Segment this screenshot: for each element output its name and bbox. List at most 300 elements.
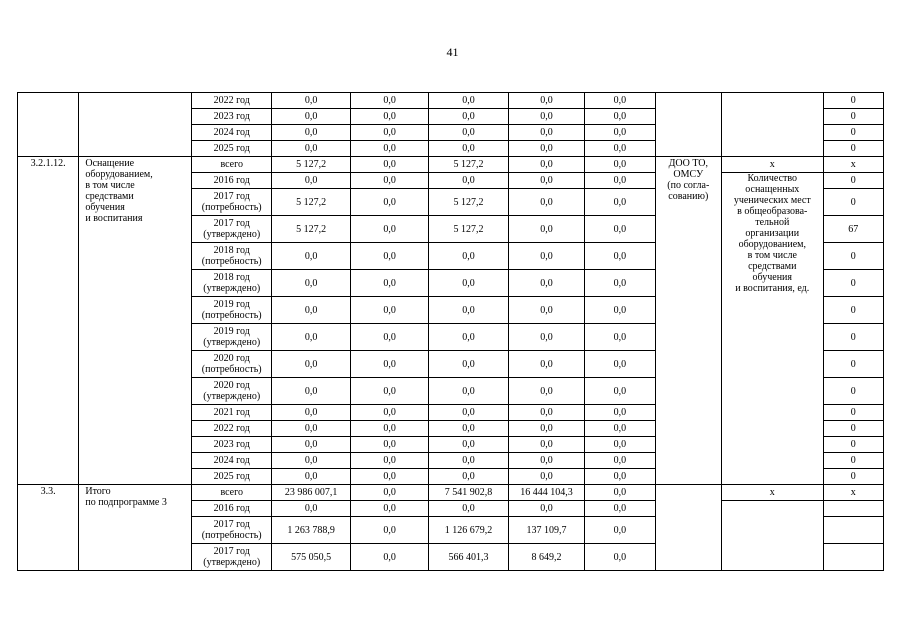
value-cell	[585, 243, 655, 270]
value-cell	[429, 501, 508, 517]
value-cell-text: 0,0	[613, 277, 627, 289]
value-cell-text: 0,0	[462, 471, 475, 482]
name-cell	[79, 485, 192, 571]
year-cell-text: 2017 год (потребность)	[201, 191, 262, 213]
value-cell-text: 0,0	[383, 471, 396, 482]
year-cell	[191, 324, 271, 351]
indicator-name-cell-text: х	[769, 487, 775, 498]
value-cell	[508, 93, 584, 109]
value-cell-text: 0,0	[462, 111, 475, 122]
value-cell	[350, 125, 428, 141]
value-cell	[350, 351, 428, 378]
value-cell	[429, 469, 508, 485]
value-cell	[272, 243, 350, 270]
value-cell-text: 0,0	[540, 159, 553, 170]
indicator-name-cell	[721, 485, 823, 501]
year-cell-text: 2025 год	[213, 471, 250, 482]
value-cell-text: 0,0	[540, 127, 553, 138]
indicator-value-cell-text: 0	[850, 277, 856, 289]
value-cell	[350, 141, 428, 157]
value-cell	[350, 189, 428, 216]
value-cell-text: 0,0	[462, 95, 475, 106]
year-cell-text: 2024 год	[213, 127, 250, 138]
value-cell-text: 0,0	[613, 111, 627, 122]
year-cell	[191, 270, 271, 297]
value-cell	[350, 544, 428, 571]
value-cell-text: 0,0	[613, 423, 627, 434]
indicator-value-cell	[823, 216, 883, 243]
year-cell	[191, 141, 271, 157]
indicator-value-cell-text: 0	[850, 250, 856, 262]
indicator-value-cell	[823, 485, 883, 501]
value-cell	[508, 453, 584, 469]
value-cell-text: 0,0	[383, 159, 396, 170]
value-cell	[429, 173, 508, 189]
indicator-value-cell-text: 0	[850, 95, 856, 106]
value-cell-text: 8 649,2	[531, 551, 562, 563]
value-cell-text: 0,0	[383, 385, 396, 397]
code-cell	[18, 157, 79, 485]
indicator-value-cell-text: 0	[850, 331, 856, 343]
value-cell-text: 0,0	[613, 223, 627, 235]
value-cell	[585, 378, 655, 405]
indicator-value-cell-text: 0	[850, 439, 856, 450]
code-cell	[18, 485, 79, 571]
value-cell	[508, 501, 584, 517]
indicator-name-cell	[721, 93, 823, 157]
value-cell-text: 0,0	[613, 304, 627, 316]
value-cell-text: 0,0	[304, 503, 318, 514]
value-cell-text: 0,0	[462, 277, 475, 289]
value-cell-text: 0,0	[613, 471, 627, 482]
value-cell	[350, 453, 428, 469]
value-cell	[585, 141, 655, 157]
value-cell-text: 0,0	[383, 143, 396, 154]
indicator-value-cell	[823, 437, 883, 453]
value-cell	[585, 173, 655, 189]
value-cell-text: 5 127,2	[296, 223, 327, 235]
year-cell-text: 2020 год (утверждено)	[203, 380, 261, 402]
value-cell	[429, 437, 508, 453]
value-cell-text: 566 401,3	[448, 551, 489, 563]
value-cell	[272, 216, 350, 243]
value-cell-text: 0,0	[540, 95, 553, 106]
value-cell	[585, 324, 655, 351]
value-cell	[350, 437, 428, 453]
indicator-value-cell-text: 0	[850, 111, 856, 122]
year-cell	[191, 109, 271, 125]
value-cell	[272, 141, 350, 157]
indicator-value-cell-text: х	[850, 487, 856, 498]
value-cell	[429, 297, 508, 324]
value-cell	[272, 453, 350, 469]
value-cell-text: 0,0	[613, 127, 627, 138]
value-cell	[429, 270, 508, 297]
value-cell-text: 0,0	[462, 331, 475, 343]
value-cell-text: 0,0	[540, 143, 553, 154]
indicator-value-cell-text: 0	[850, 423, 856, 434]
indicator-value-cell	[823, 157, 883, 173]
indicator-value-cell-text: 67	[848, 223, 859, 235]
value-cell	[272, 93, 350, 109]
year-cell-text: 2016 год	[213, 503, 250, 514]
value-cell	[508, 173, 584, 189]
year-cell	[191, 501, 271, 517]
value-cell	[272, 421, 350, 437]
value-cell-text: 0,0	[383, 250, 396, 262]
value-cell-text: 0,0	[613, 455, 627, 466]
value-cell	[585, 189, 655, 216]
year-cell	[191, 173, 271, 189]
value-cell-text: 0,0	[540, 223, 553, 235]
value-cell	[429, 517, 508, 544]
value-cell-text: 0,0	[613, 524, 627, 536]
year-cell-text: всего	[220, 159, 243, 170]
indicator-value-cell-text: 0	[850, 127, 856, 138]
year-cell-text: 2025 год	[213, 143, 250, 154]
indicator-name-cell-text: Количество оснащенных ученических мест в общеобразова- тельной организации оборудованием, в том числе средствами обучения и воспитания, ед.	[733, 173, 811, 294]
value-cell-text: 0,0	[613, 159, 627, 170]
indicator-value-cell-text: 0	[850, 175, 856, 186]
value-cell-text: 0,0	[540, 455, 553, 466]
value-cell	[272, 469, 350, 485]
value-cell	[508, 125, 584, 141]
value-cell-text: 0,0	[304, 127, 318, 138]
value-cell-text: 0,0	[383, 503, 396, 514]
value-cell	[585, 297, 655, 324]
value-cell	[350, 469, 428, 485]
value-cell	[508, 157, 584, 173]
value-cell-text: 0,0	[304, 250, 318, 262]
value-cell-text: 0,0	[383, 407, 396, 418]
value-cell	[272, 109, 350, 125]
year-cell-text: 2024 год	[213, 455, 250, 466]
year-cell-text: 2023 год	[213, 439, 250, 450]
table-row	[18, 93, 884, 109]
year-cell	[191, 351, 271, 378]
value-cell-text: 0,0	[613, 551, 627, 563]
value-cell-text: 1 126 679,2	[444, 524, 493, 536]
value-cell	[585, 405, 655, 421]
value-cell-text: 0,0	[462, 439, 475, 450]
value-cell-text: 0,0	[462, 127, 475, 138]
indicator-value-cell	[823, 125, 883, 141]
year-cell	[191, 405, 271, 421]
executor-cell-text: ДОО ТО, ОМСУ (по согла- сованию)	[667, 158, 710, 202]
value-cell	[272, 351, 350, 378]
value-cell	[585, 351, 655, 378]
name-cell	[79, 157, 192, 485]
indicator-value-cell	[823, 421, 883, 437]
value-cell	[272, 485, 350, 501]
value-cell-text: 0,0	[304, 471, 318, 482]
value-cell-text: 0,0	[540, 175, 553, 186]
value-cell-text: 0,0	[613, 439, 627, 450]
year-cell	[191, 243, 271, 270]
value-cell	[508, 351, 584, 378]
indicator-value-cell	[823, 469, 883, 485]
value-cell-text: 137 109,7	[526, 524, 567, 536]
value-cell	[429, 378, 508, 405]
value-cell-text: 5 127,2	[453, 223, 484, 235]
value-cell-text: 0,0	[540, 331, 553, 343]
year-cell	[191, 125, 271, 141]
year-cell-text: всего	[220, 487, 243, 498]
code-cell-text: 3.2.1.12.	[30, 158, 66, 169]
name-cell-text: Оснащение оборудованием, в том числе средствами обучения и воспитания	[85, 158, 153, 224]
value-cell-text: 7 541 902,8	[444, 487, 493, 498]
value-cell-text: 0,0	[613, 95, 627, 106]
value-cell-text: 0,0	[304, 175, 318, 186]
value-cell	[350, 501, 428, 517]
value-cell-text: 0,0	[540, 111, 553, 122]
value-cell-text: 0,0	[304, 439, 318, 450]
value-cell	[350, 93, 428, 109]
value-cell	[508, 437, 584, 453]
year-cell	[191, 157, 271, 173]
value-cell	[585, 485, 655, 501]
value-cell-text: 0,0	[540, 250, 553, 262]
value-cell-text: 0,0	[383, 175, 396, 186]
value-cell-text: 0,0	[613, 503, 627, 514]
indicator-value-cell	[823, 93, 883, 109]
year-cell-text: 2017 год (утверждено)	[203, 546, 261, 568]
value-cell-text: 0,0	[540, 423, 553, 434]
value-cell-text: 0,0	[383, 196, 396, 208]
indicator-name-cell	[721, 173, 823, 485]
indicator-value-cell	[823, 544, 883, 571]
value-cell-text: 0,0	[304, 407, 318, 418]
value-cell	[585, 125, 655, 141]
value-cell	[508, 243, 584, 270]
indicator-value-cell	[823, 453, 883, 469]
value-cell	[429, 93, 508, 109]
year-cell	[191, 437, 271, 453]
value-cell	[272, 157, 350, 173]
value-cell	[350, 378, 428, 405]
indicator-value-cell-text: 0	[850, 385, 856, 397]
value-cell	[350, 297, 428, 324]
value-cell	[429, 125, 508, 141]
name-cell	[79, 93, 192, 157]
value-cell-text: 0,0	[304, 111, 318, 122]
year-cell-text: 2018 год (потребность)	[201, 245, 262, 267]
value-cell	[272, 378, 350, 405]
year-cell-text: 2019 год (потребность)	[201, 299, 262, 321]
value-cell	[272, 173, 350, 189]
value-cell-text: 0,0	[613, 331, 627, 343]
value-cell	[429, 141, 508, 157]
indicator-name-cell	[721, 157, 823, 173]
value-cell	[585, 517, 655, 544]
value-cell	[272, 189, 350, 216]
value-cell-text: 0,0	[540, 471, 553, 482]
value-cell-text: 23 986 007,1	[284, 487, 338, 498]
value-cell	[272, 437, 350, 453]
value-cell-text: 0,0	[383, 95, 396, 106]
year-cell	[191, 421, 271, 437]
year-cell-text: 2018 год (утверждено)	[203, 272, 261, 294]
value-cell-text: 0,0	[613, 385, 627, 397]
value-cell	[350, 517, 428, 544]
year-cell-text: 2023 год	[213, 111, 250, 122]
value-cell-text: 0,0	[383, 524, 396, 536]
value-cell	[508, 324, 584, 351]
value-cell-text: 0,0	[304, 358, 318, 370]
value-cell	[272, 501, 350, 517]
value-cell	[350, 109, 428, 125]
value-cell-text: 0,0	[383, 455, 396, 466]
value-cell	[585, 270, 655, 297]
indicator-name-cell-text: х	[769, 159, 775, 170]
value-cell	[350, 243, 428, 270]
value-cell	[350, 270, 428, 297]
value-cell-text: 0,0	[540, 385, 553, 397]
value-cell	[350, 405, 428, 421]
value-cell-text: 0,0	[304, 277, 318, 289]
year-cell	[191, 517, 271, 544]
indicator-value-cell	[823, 243, 883, 270]
table-row	[18, 485, 884, 501]
value-cell	[585, 109, 655, 125]
value-cell	[350, 173, 428, 189]
value-cell	[350, 324, 428, 351]
value-cell-text: 0,0	[462, 455, 475, 466]
value-cell-text: 5 127,2	[296, 196, 327, 208]
value-cell	[429, 324, 508, 351]
value-cell	[429, 544, 508, 571]
year-cell	[191, 93, 271, 109]
value-cell	[508, 421, 584, 437]
indicator-value-cell-text: 0	[850, 304, 856, 316]
year-cell-text: 2022 год	[213, 423, 250, 434]
value-cell-text: 0,0	[540, 304, 553, 316]
value-cell	[429, 485, 508, 501]
value-cell	[272, 517, 350, 544]
value-cell-text: 0,0	[383, 127, 396, 138]
value-cell	[508, 469, 584, 485]
value-cell-text: 0,0	[304, 455, 318, 466]
value-cell	[429, 216, 508, 243]
value-cell	[508, 270, 584, 297]
year-cell-text: 2020 год (потребность)	[201, 353, 262, 375]
value-cell-text: 0,0	[613, 487, 627, 498]
value-cell-text: 0,0	[304, 385, 318, 397]
indicator-value-cell-text: 0	[850, 143, 856, 154]
year-cell	[191, 485, 271, 501]
value-cell-text: 0,0	[540, 439, 553, 450]
code-cell	[18, 93, 79, 157]
value-cell	[350, 421, 428, 437]
value-cell	[508, 109, 584, 125]
value-cell-text: 0,0	[540, 503, 553, 514]
value-cell-text: 0,0	[462, 358, 475, 370]
year-cell-text: 2021 год	[213, 407, 250, 418]
value-cell	[272, 405, 350, 421]
value-cell	[585, 469, 655, 485]
value-cell	[585, 453, 655, 469]
value-cell-text: 0,0	[304, 423, 318, 434]
value-cell-text: 0,0	[304, 95, 318, 106]
value-cell	[585, 421, 655, 437]
year-cell	[191, 189, 271, 216]
indicator-value-cell	[823, 351, 883, 378]
value-cell-text: 0,0	[462, 423, 475, 434]
value-cell-text: 0,0	[383, 304, 396, 316]
year-cell	[191, 544, 271, 571]
value-cell-text: 5 127,2	[296, 159, 327, 170]
value-cell	[350, 157, 428, 173]
code-cell-text: 3.3.	[40, 486, 56, 497]
value-cell-text: 0,0	[613, 250, 627, 262]
year-cell	[191, 469, 271, 485]
value-cell-text: 0,0	[462, 407, 475, 418]
year-cell-text: 2022 год	[213, 95, 250, 106]
value-cell	[272, 544, 350, 571]
value-cell	[585, 93, 655, 109]
value-cell	[585, 157, 655, 173]
value-cell-text: 0,0	[383, 223, 396, 235]
value-cell-text: 0,0	[383, 439, 396, 450]
value-cell	[508, 297, 584, 324]
value-cell	[508, 216, 584, 243]
value-cell	[585, 544, 655, 571]
value-cell	[508, 485, 584, 501]
value-cell	[429, 351, 508, 378]
value-cell-text: 0,0	[383, 423, 396, 434]
value-cell-text: 5 127,2	[453, 159, 484, 170]
value-cell	[429, 421, 508, 437]
indicator-value-cell-text: 0	[850, 455, 856, 466]
indicator-value-cell-text: 0	[850, 471, 856, 482]
value-cell	[508, 378, 584, 405]
indicator-value-cell	[823, 270, 883, 297]
page-number: 41	[446, 45, 459, 59]
value-cell	[429, 405, 508, 421]
indicator-value-cell-text: 0	[850, 196, 856, 208]
executor-cell	[655, 157, 721, 485]
value-cell-text: 0,0	[383, 487, 396, 498]
value-cell	[508, 517, 584, 544]
value-cell-text: 575 050,5	[291, 551, 332, 563]
value-cell	[350, 485, 428, 501]
executor-cell	[655, 485, 721, 571]
value-cell-text: 0,0	[383, 277, 396, 289]
executor-cell	[655, 93, 721, 157]
value-cell-text: 0,0	[540, 196, 553, 208]
value-cell-text: 0,0	[613, 358, 627, 370]
indicator-value-cell	[823, 173, 883, 189]
value-cell-text: 5 127,2	[453, 196, 484, 208]
indicator-value-cell	[823, 297, 883, 324]
indicator-value-cell-text: 0	[850, 358, 856, 370]
year-cell-text: 2016 год	[213, 175, 250, 186]
value-cell-text: 0,0	[304, 331, 318, 343]
indicator-value-cell	[823, 378, 883, 405]
value-cell-text: 0,0	[462, 385, 475, 397]
value-cell	[508, 189, 584, 216]
value-cell	[508, 141, 584, 157]
value-cell-text: 0,0	[462, 304, 475, 316]
value-cell	[508, 405, 584, 421]
value-cell	[585, 216, 655, 243]
indicator-value-cell	[823, 405, 883, 421]
value-cell	[429, 243, 508, 270]
value-cell-text: 0,0	[613, 196, 627, 208]
year-cell	[191, 378, 271, 405]
indicator-value-cell	[823, 189, 883, 216]
value-cell-text: 0,0	[304, 143, 318, 154]
